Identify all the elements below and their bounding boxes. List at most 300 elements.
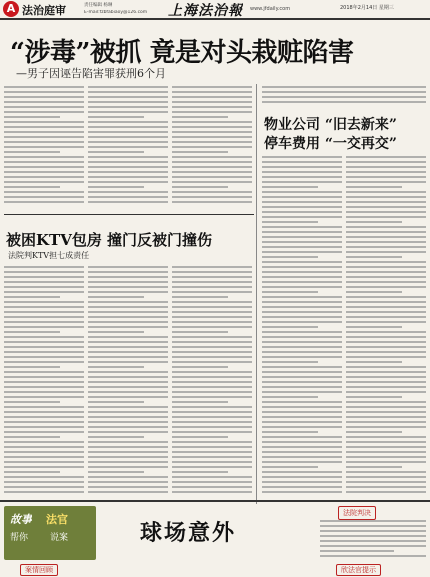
text-line xyxy=(262,261,342,263)
text-line xyxy=(172,276,252,278)
text-line xyxy=(88,371,168,373)
text-line xyxy=(172,321,252,323)
text-line xyxy=(172,311,252,313)
text-line xyxy=(346,406,426,408)
text-line xyxy=(88,481,168,483)
text-line xyxy=(262,236,342,238)
text-line xyxy=(172,96,252,98)
text-line xyxy=(172,106,252,108)
text-line xyxy=(4,196,84,198)
text-line xyxy=(88,186,144,188)
text-line xyxy=(88,376,168,378)
text-line xyxy=(172,166,252,168)
text-line xyxy=(88,326,168,328)
text-line xyxy=(262,171,342,173)
text-line xyxy=(88,491,168,493)
text-line xyxy=(262,311,342,313)
text-line xyxy=(262,191,342,193)
text-line xyxy=(88,456,168,458)
text-line xyxy=(346,176,426,178)
text-line xyxy=(262,401,342,403)
text-line xyxy=(346,476,426,478)
text-line xyxy=(262,206,342,208)
text-line xyxy=(262,431,318,433)
text-line xyxy=(262,201,342,203)
text-line xyxy=(172,461,252,463)
text-line xyxy=(4,476,84,478)
text-line xyxy=(4,266,84,268)
text-line xyxy=(172,101,252,103)
text-line xyxy=(262,266,342,268)
text-line xyxy=(172,201,252,203)
text-line xyxy=(346,271,426,273)
text-line xyxy=(4,291,84,293)
text-line xyxy=(346,461,426,463)
text-line xyxy=(172,466,252,468)
text-line xyxy=(346,436,426,438)
text-line xyxy=(346,286,426,288)
text-line xyxy=(4,151,60,153)
text-line xyxy=(88,191,168,193)
text-line xyxy=(172,156,252,158)
text-line xyxy=(320,520,426,522)
text-line xyxy=(88,401,144,403)
text-line xyxy=(172,376,252,378)
text-line xyxy=(4,111,84,113)
text-line xyxy=(172,341,252,343)
text-line xyxy=(4,96,84,98)
text-line xyxy=(262,176,342,178)
text-line xyxy=(172,196,252,198)
text-line xyxy=(88,336,168,338)
text-line xyxy=(88,291,168,293)
text-line xyxy=(262,326,318,328)
text-line xyxy=(346,401,426,403)
masthead-title: 上海法治報 xyxy=(168,3,243,19)
text-line xyxy=(4,86,84,88)
section-judgment-label: 法院判决 xyxy=(338,506,376,520)
text-line xyxy=(346,416,426,418)
text-line xyxy=(88,461,168,463)
text-line xyxy=(262,251,342,253)
text-line xyxy=(172,446,252,448)
text-line xyxy=(262,336,342,338)
text-line xyxy=(346,276,426,278)
text-line xyxy=(172,371,252,373)
text-line xyxy=(346,341,426,343)
text-line xyxy=(320,555,426,557)
text-line xyxy=(172,131,252,133)
bottom-section-rule xyxy=(0,500,430,502)
text-line xyxy=(88,306,168,308)
judgment-body xyxy=(320,520,426,560)
text-line xyxy=(346,326,402,328)
text-line xyxy=(346,451,426,453)
text-line xyxy=(262,406,342,408)
text-line xyxy=(88,446,168,448)
text-line xyxy=(262,396,318,398)
text-line xyxy=(4,486,84,488)
text-line xyxy=(346,261,426,263)
text-line xyxy=(346,311,426,313)
text-line xyxy=(346,356,426,358)
text-line xyxy=(262,196,342,198)
section-case-review-label: 案情回顾 xyxy=(20,564,58,576)
text-line xyxy=(172,86,252,88)
text-line xyxy=(262,231,342,233)
text-line xyxy=(172,456,252,458)
text-line xyxy=(346,486,426,488)
text-line xyxy=(88,451,168,453)
text-line xyxy=(346,491,426,493)
text-line xyxy=(172,146,252,148)
text-line xyxy=(4,366,60,368)
text-line xyxy=(172,391,252,393)
text-line xyxy=(4,121,84,123)
text-line xyxy=(4,451,84,453)
text-line xyxy=(346,361,402,363)
text-line xyxy=(172,386,252,388)
text-line xyxy=(262,381,342,383)
text-line xyxy=(262,456,342,458)
text-line xyxy=(4,406,84,408)
text-line xyxy=(346,426,426,428)
text-line xyxy=(262,86,426,88)
text-line xyxy=(88,486,168,488)
text-line xyxy=(172,151,228,153)
text-line xyxy=(346,251,426,253)
text-line xyxy=(88,431,168,433)
text-line xyxy=(88,316,168,318)
story2-headline-line2: 停车费用 “一交再交” xyxy=(264,136,397,152)
text-line xyxy=(172,316,252,318)
text-line xyxy=(172,356,252,358)
story2-headline-line1: 物业公司 “旧去新来” xyxy=(264,117,397,133)
text-line xyxy=(172,471,228,473)
text-line xyxy=(320,535,426,537)
story3-subhead: 法院判KTV担七成责任 xyxy=(8,251,90,260)
text-line xyxy=(262,366,342,368)
text-line xyxy=(262,331,342,333)
text-line xyxy=(4,441,84,443)
text-line xyxy=(88,176,168,178)
text-line xyxy=(88,331,144,333)
text-line xyxy=(4,126,84,128)
text-line xyxy=(172,306,252,308)
text-line xyxy=(346,186,402,188)
text-line xyxy=(346,181,426,183)
text-line xyxy=(88,296,144,298)
text-line xyxy=(262,156,342,158)
text-line xyxy=(4,316,84,318)
text-line xyxy=(88,366,144,368)
text-line xyxy=(88,421,168,423)
section-name: 法治庭审 xyxy=(22,4,66,17)
text-line xyxy=(4,321,84,323)
text-line xyxy=(262,281,342,283)
text-line xyxy=(88,271,168,273)
text-line xyxy=(346,446,426,448)
text-line xyxy=(88,126,168,128)
text-line xyxy=(4,156,84,158)
text-line xyxy=(172,401,228,403)
editor-credit: 责任编辑 杨琳 xyxy=(84,3,113,8)
text-line xyxy=(262,101,426,103)
text-line xyxy=(172,451,252,453)
text-line xyxy=(262,461,342,463)
text-line xyxy=(172,361,252,363)
text-line xyxy=(4,351,84,353)
text-line xyxy=(4,466,84,468)
text-line xyxy=(4,101,84,103)
story1-body-col3 xyxy=(172,86,252,210)
text-line xyxy=(4,386,84,388)
text-line xyxy=(4,296,60,298)
text-line xyxy=(88,276,168,278)
text-line xyxy=(172,411,252,413)
text-line xyxy=(172,351,252,353)
text-line xyxy=(262,351,342,353)
section-tip-label: 欣法官提示 xyxy=(336,564,381,576)
text-line xyxy=(346,471,426,473)
text-line xyxy=(346,441,426,443)
text-line xyxy=(262,471,342,473)
text-line xyxy=(4,381,84,383)
text-line xyxy=(4,286,84,288)
text-line xyxy=(262,316,342,318)
story2-body-col2 xyxy=(346,156,426,496)
text-line xyxy=(346,236,426,238)
text-line xyxy=(88,311,168,313)
section-logo-icon: A xyxy=(3,1,19,17)
text-line xyxy=(262,96,426,98)
text-line xyxy=(88,146,168,148)
text-line xyxy=(4,331,60,333)
story2-body-top xyxy=(262,86,426,110)
text-line xyxy=(88,341,168,343)
text-line xyxy=(346,421,426,423)
text-line xyxy=(346,296,426,298)
text-line xyxy=(346,281,426,283)
text-line xyxy=(4,276,84,278)
text-line xyxy=(4,436,60,438)
text-line xyxy=(262,301,342,303)
text-line xyxy=(262,186,318,188)
text-line xyxy=(172,111,252,113)
text-line xyxy=(346,351,426,353)
text-line xyxy=(172,346,252,348)
text-line xyxy=(172,381,252,383)
text-line xyxy=(4,411,84,413)
text-line xyxy=(88,321,168,323)
issue-date: 2018年2月14日 星期三 xyxy=(340,5,394,11)
text-line xyxy=(88,181,168,183)
text-line xyxy=(88,166,168,168)
text-line xyxy=(172,161,252,163)
text-line xyxy=(346,221,402,223)
text-line xyxy=(262,361,318,363)
text-line xyxy=(172,476,252,478)
text-line xyxy=(4,176,84,178)
text-line xyxy=(262,216,342,218)
text-line xyxy=(4,376,84,378)
text-line xyxy=(346,371,426,373)
story1-headline: “涉毒”被抓 竟是对头栽赃陷害 xyxy=(10,38,354,68)
text-line xyxy=(4,306,84,308)
text-line xyxy=(88,441,168,443)
text-line xyxy=(262,386,342,388)
text-line xyxy=(172,186,228,188)
text-line xyxy=(4,161,84,163)
text-line xyxy=(262,296,342,298)
text-line xyxy=(346,466,402,468)
text-line xyxy=(320,540,426,542)
text-line xyxy=(346,321,426,323)
text-line xyxy=(262,376,342,378)
text-line xyxy=(88,406,168,408)
story3-headline: 被困KTV包房 撞门反被门撞伤 xyxy=(6,231,213,249)
text-line xyxy=(88,281,168,283)
text-line xyxy=(172,176,252,178)
text-line xyxy=(262,446,342,448)
column-headline: 球场意外 xyxy=(140,520,237,546)
text-line xyxy=(262,161,342,163)
text-line xyxy=(346,156,426,158)
text-line xyxy=(346,241,426,243)
text-line xyxy=(346,336,426,338)
text-line xyxy=(88,411,168,413)
text-line xyxy=(88,101,168,103)
text-line xyxy=(172,441,252,443)
text-line xyxy=(262,421,342,423)
text-line xyxy=(262,211,342,213)
text-line xyxy=(4,426,84,428)
text-line xyxy=(262,371,342,373)
text-line xyxy=(262,391,342,393)
text-line xyxy=(172,141,252,143)
text-line xyxy=(320,530,426,532)
text-line xyxy=(346,396,402,398)
text-line xyxy=(172,491,252,493)
text-line xyxy=(4,446,84,448)
story-divider xyxy=(4,214,254,215)
text-line xyxy=(172,121,252,123)
text-line xyxy=(262,221,318,223)
story3-body-col1 xyxy=(4,266,84,496)
text-line xyxy=(346,201,426,203)
text-line xyxy=(262,416,342,418)
text-line xyxy=(88,381,168,383)
text-line xyxy=(262,411,342,413)
text-line xyxy=(172,116,228,118)
text-line xyxy=(262,486,342,488)
text-line xyxy=(346,301,426,303)
text-line xyxy=(4,136,84,138)
text-line xyxy=(172,481,252,483)
text-line xyxy=(88,476,168,478)
text-line xyxy=(346,196,426,198)
text-line xyxy=(346,231,426,233)
text-line xyxy=(320,550,394,552)
text-line xyxy=(4,141,84,143)
text-line xyxy=(172,431,252,433)
text-line xyxy=(4,106,84,108)
text-line xyxy=(262,241,342,243)
text-line xyxy=(88,151,144,153)
text-line xyxy=(172,396,252,398)
text-line xyxy=(88,356,168,358)
text-line xyxy=(262,226,342,228)
text-line xyxy=(262,356,342,358)
story2-body-col1 xyxy=(262,156,342,496)
text-line xyxy=(346,411,426,413)
text-line xyxy=(346,456,426,458)
text-line xyxy=(262,181,342,183)
text-line xyxy=(172,416,252,418)
text-line xyxy=(172,406,252,408)
text-line xyxy=(4,336,84,338)
text-line xyxy=(172,286,252,288)
text-line xyxy=(346,481,426,483)
text-line xyxy=(346,316,426,318)
text-line xyxy=(172,271,252,273)
text-line xyxy=(346,366,426,368)
text-line xyxy=(4,301,84,303)
text-line xyxy=(4,131,84,133)
text-line xyxy=(262,321,342,323)
text-line xyxy=(262,276,342,278)
text-line xyxy=(4,396,84,398)
text-line xyxy=(172,336,252,338)
text-line xyxy=(4,401,60,403)
text-line xyxy=(262,271,342,273)
text-line xyxy=(4,166,84,168)
text-line xyxy=(88,111,168,113)
text-line xyxy=(88,426,168,428)
story1-body-col1 xyxy=(4,86,84,210)
text-line xyxy=(88,266,168,268)
text-line xyxy=(88,121,168,123)
text-line xyxy=(4,471,60,473)
text-line xyxy=(172,181,252,183)
text-line xyxy=(320,545,426,547)
column-brand xyxy=(4,506,96,560)
text-line xyxy=(88,86,168,88)
text-line xyxy=(88,141,168,143)
text-line xyxy=(88,436,144,438)
text-line xyxy=(320,525,426,527)
text-line xyxy=(4,356,84,358)
text-line xyxy=(88,361,168,363)
text-line xyxy=(262,286,342,288)
text-line xyxy=(262,436,342,438)
column-divider xyxy=(256,84,257,504)
text-line xyxy=(262,491,342,493)
text-line xyxy=(88,346,168,348)
text-line xyxy=(346,226,426,228)
text-line xyxy=(172,301,252,303)
text-line xyxy=(262,291,318,293)
text-line xyxy=(346,211,426,213)
text-line xyxy=(172,486,252,488)
story1-body-col2 xyxy=(88,86,168,210)
text-line xyxy=(4,341,84,343)
text-line xyxy=(4,201,84,203)
text-line xyxy=(88,91,168,93)
text-line xyxy=(172,126,252,128)
text-line xyxy=(88,171,168,173)
text-line xyxy=(262,441,342,443)
